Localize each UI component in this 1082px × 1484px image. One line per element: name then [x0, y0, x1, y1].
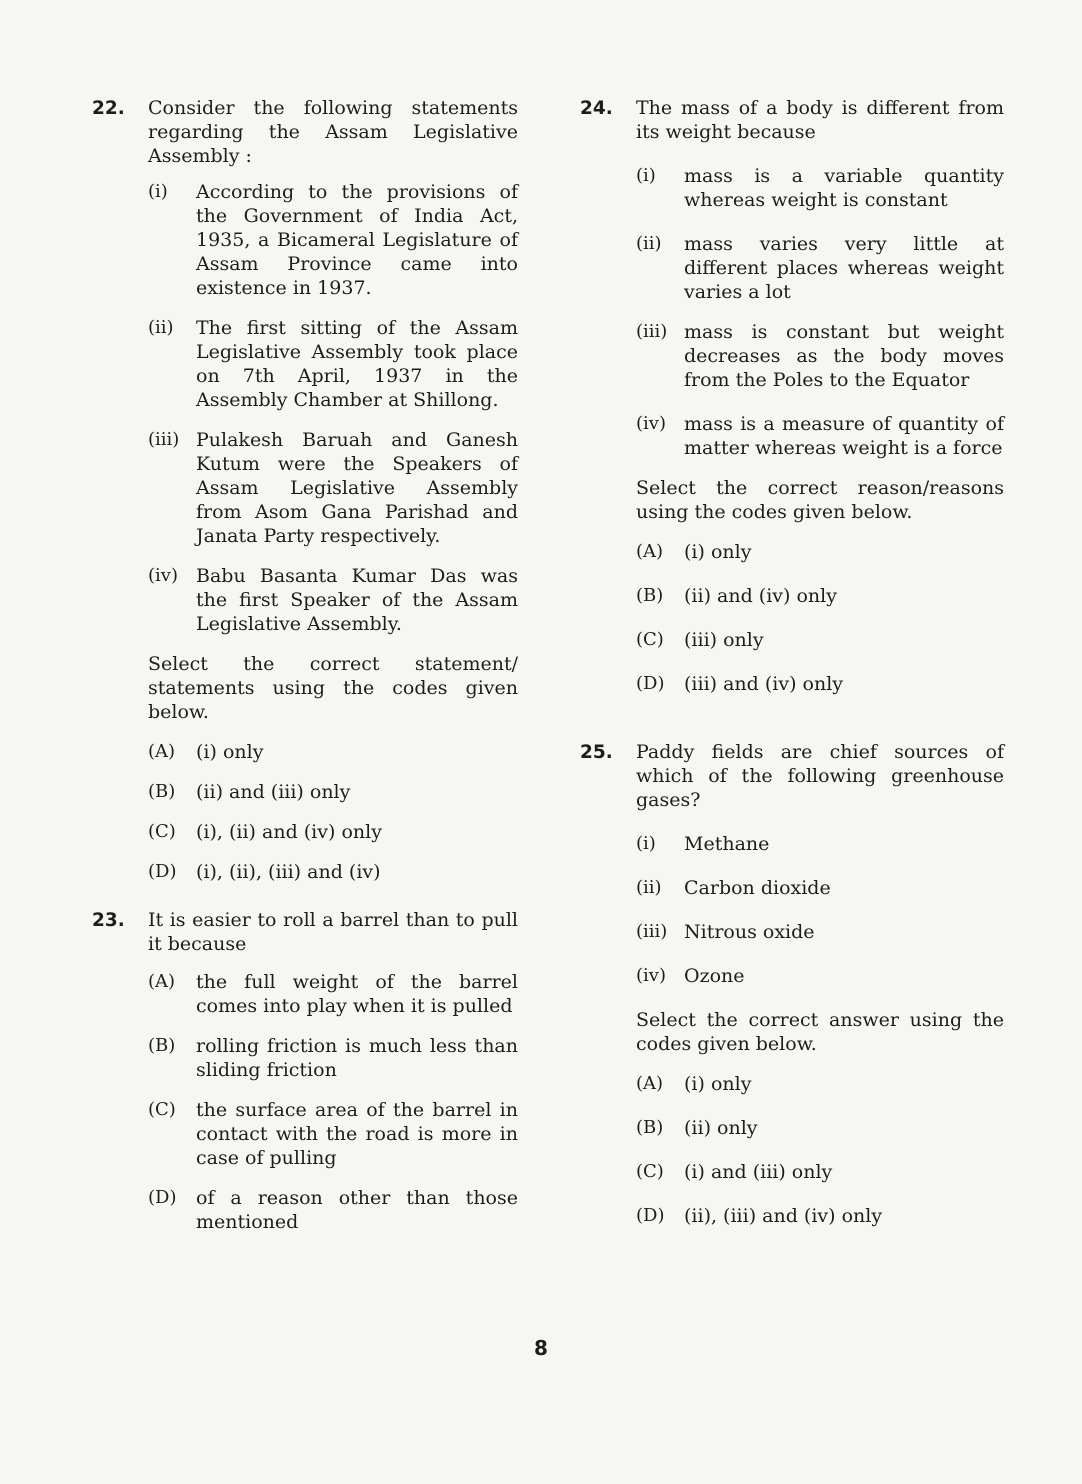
- statement-item: [148, 180, 518, 300]
- answer-options: [636, 540, 1004, 696]
- question-text: Paddy fields are chief sources of which of the following greenhouse gases?: [636, 741, 1004, 811]
- answer-options: [148, 740, 518, 884]
- option-text: (ii), (iii) and (iv) only: [684, 1205, 883, 1227]
- statement-text: Nitrous oxide: [684, 921, 815, 943]
- statement-text: According to the provisions of the Government of India Act, 1935, a Bicameral Legislature of Assam Province came into existence in 1937.: [196, 181, 518, 299]
- option-label: (A): [636, 541, 664, 562]
- option-label: (D): [148, 861, 177, 882]
- statement-item: [636, 164, 1004, 212]
- option-label: (B): [636, 585, 664, 606]
- answer-option-a[interactable]: [148, 740, 518, 764]
- left-column: [92, 96, 518, 1250]
- question-text: Consider the following statements regarding the Assam Legislative Assembly :: [148, 97, 518, 167]
- option-text: (i) only: [684, 1073, 752, 1095]
- question-number: 23.: [92, 910, 125, 931]
- statement-label: (iii): [636, 321, 668, 342]
- answer-option-c[interactable]: [636, 1160, 1004, 1184]
- statement-list: [148, 180, 518, 636]
- page-number: 8: [534, 1336, 548, 1360]
- statement-text: Carbon dioxide: [684, 877, 831, 899]
- question-instruction: Select the correct answer using the codes given below.: [636, 1009, 1004, 1055]
- option-text: (iii) and (iv) only: [684, 673, 844, 695]
- option-text: (i) and (iii) only: [684, 1161, 833, 1183]
- statement-item: [148, 428, 518, 548]
- statement-text: mass is a variable quantity whereas weight is constant: [684, 165, 1004, 211]
- option-text: (ii) and (iv) only: [684, 585, 837, 607]
- question-number: 24.: [580, 98, 613, 119]
- right-column: [580, 96, 1004, 1244]
- answer-option-d[interactable]: [148, 860, 518, 884]
- option-label: (A): [148, 741, 176, 762]
- option-label: (C): [148, 1099, 176, 1120]
- question-25: [580, 740, 1004, 1228]
- statement-label: (iv): [636, 965, 666, 986]
- option-text: the surface area of the barrel in contact with the road is more in case of pulling: [196, 1099, 518, 1169]
- answer-option-a[interactable]: [148, 970, 518, 1018]
- statement-label: (i): [148, 181, 168, 202]
- question-text: It is easier to roll a barrel than to pull it because: [148, 909, 518, 955]
- question-number: 22.: [92, 98, 125, 119]
- option-label: (B): [148, 1035, 176, 1056]
- statement-item: [148, 564, 518, 636]
- option-text: of a reason other than those mentioned: [196, 1187, 518, 1233]
- statement-text: mass is constant but weight decreases as the body moves from the Poles to the Equator: [684, 321, 1004, 391]
- statement-label: (iv): [636, 413, 666, 434]
- answer-option-c[interactable]: [636, 628, 1004, 652]
- statement-text: The first sitting of the Assam Legislative Assembly took place on 7th April, 1937 in the Assembly Chamber at Shillong.: [196, 317, 518, 411]
- question-number: 25.: [580, 742, 613, 763]
- option-label: (D): [636, 1205, 665, 1226]
- option-label: (C): [148, 821, 176, 842]
- option-text: (iii) only: [684, 629, 764, 651]
- statement-list: [636, 832, 1004, 988]
- statement-label: (i): [636, 833, 656, 854]
- option-label: (C): [636, 629, 664, 650]
- statement-label: (iii): [636, 921, 668, 942]
- answer-option-c[interactable]: [148, 820, 518, 844]
- option-label: (B): [148, 781, 176, 802]
- statement-label: (ii): [636, 877, 662, 898]
- question-instruction: Select the correct reason/reasons using the codes given below.: [636, 477, 1004, 523]
- statement-item: [148, 316, 518, 412]
- answer-option-a[interactable]: [636, 540, 1004, 564]
- statement-text: Pulakesh Baruah and Ganesh Kutum were the Speakers of Assam Legislative Assembly from Asom Gana Parishad and Janata Party respectively.: [196, 429, 518, 547]
- option-label: (A): [148, 971, 176, 992]
- statement-label: (iv): [148, 565, 178, 586]
- statement-item: [636, 320, 1004, 392]
- statement-label: (i): [636, 165, 656, 186]
- answer-option-c[interactable]: [148, 1098, 518, 1170]
- answer-option-d[interactable]: [636, 1204, 1004, 1228]
- option-text: the full weight of the barrel comes into play when it is pulled: [196, 971, 518, 1017]
- option-text: (i), (ii), (iii) and (iv): [196, 861, 381, 883]
- option-text: (i) only: [684, 541, 752, 563]
- statement-item: [636, 232, 1004, 304]
- option-text: rolling friction is much less than sliding friction: [196, 1035, 518, 1081]
- answer-option-d[interactable]: [148, 1186, 518, 1234]
- option-text: (ii) and (iii) only: [196, 781, 351, 803]
- option-label: (D): [148, 1187, 177, 1208]
- statement-list: [636, 164, 1004, 460]
- statement-text: mass varies very little at different places whereas weight varies a lot: [684, 233, 1004, 303]
- statement-item: [636, 412, 1004, 460]
- statement-item: [636, 920, 1004, 944]
- statement-label: (ii): [148, 317, 174, 338]
- statement-text: Ozone: [684, 965, 745, 987]
- answer-options: [636, 1072, 1004, 1228]
- statement-item: [636, 876, 1004, 900]
- statement-item: [636, 964, 1004, 988]
- question-instruction: Select the correct statement/ statements using the codes given below.: [148, 653, 518, 723]
- answer-option-a[interactable]: [636, 1072, 1004, 1096]
- option-text: (i), (ii) and (iv) only: [196, 821, 382, 843]
- answer-option-b[interactable]: [636, 584, 1004, 608]
- question-24: [580, 96, 1004, 696]
- option-label: (C): [636, 1161, 664, 1182]
- answer-option-d[interactable]: [636, 672, 1004, 696]
- statement-label: (iii): [148, 429, 180, 450]
- option-text: (ii) only: [684, 1117, 758, 1139]
- answer-option-b[interactable]: [636, 1116, 1004, 1140]
- answer-option-b[interactable]: [148, 780, 518, 804]
- question-text: The mass of a body is different from its weight because: [636, 97, 1004, 143]
- option-label: (A): [636, 1073, 664, 1094]
- statement-text: Methane: [684, 833, 770, 855]
- option-text: (i) only: [196, 741, 264, 763]
- statement-item: [636, 832, 1004, 856]
- answer-options: [148, 970, 518, 1234]
- statement-label: (ii): [636, 233, 662, 254]
- option-label: (D): [636, 673, 665, 694]
- option-label: (B): [636, 1117, 664, 1138]
- statement-text: Babu Basanta Kumar Das was the first Speaker of the Assam Legislative Assembly.: [196, 565, 518, 635]
- question-23: [92, 908, 518, 1234]
- question-22: [92, 96, 518, 884]
- answer-option-b[interactable]: [148, 1034, 518, 1082]
- statement-text: mass is a measure of quantity of matter whereas weight is a force: [684, 413, 1004, 459]
